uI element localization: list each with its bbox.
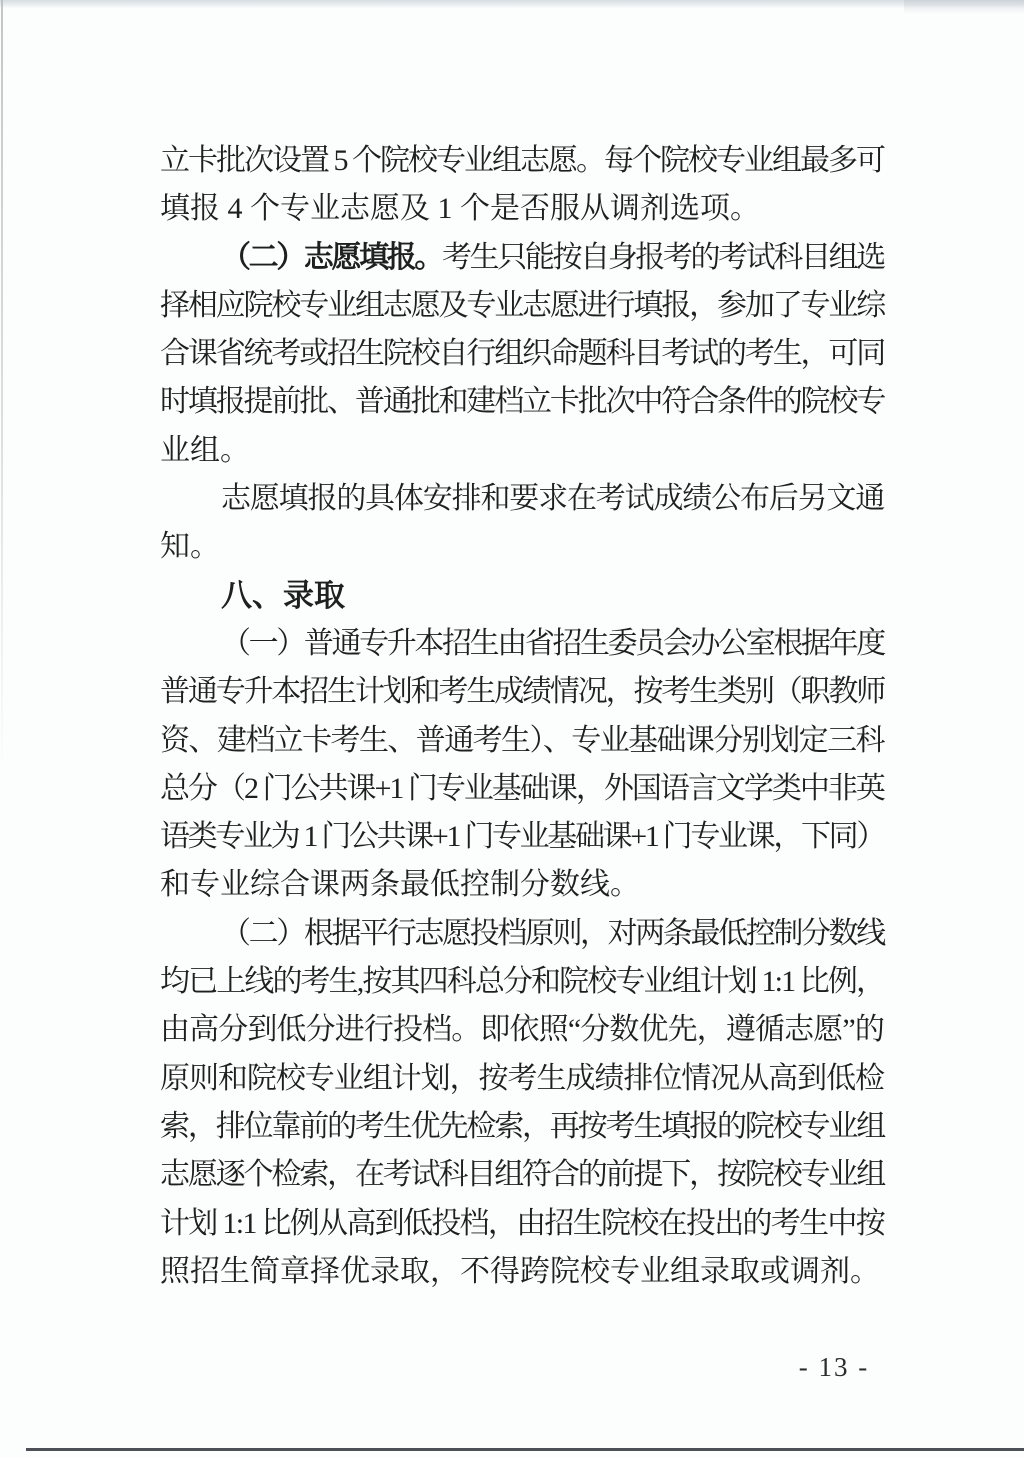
text-segment: 八、录取 bbox=[221, 577, 345, 613]
document-body bbox=[160, 137, 884, 1296]
text-segment: 由高分到低分进行投档。即依照“分数优先，遵循志愿”的 bbox=[160, 1013, 885, 1047]
text-segment: 知。 bbox=[160, 530, 220, 564]
text-segment: 计划 1:1 比例从高到低投档，由招生院校在投出的考生中按 bbox=[160, 1206, 885, 1240]
text-segment: 填报 4 个专业志愿及 1 个是否服从调剂选项。 bbox=[160, 192, 760, 226]
text-line bbox=[160, 765, 884, 813]
text-line bbox=[160, 1103, 884, 1151]
text-line bbox=[160, 910, 884, 958]
text-line bbox=[160, 1248, 884, 1296]
text-line bbox=[160, 427, 884, 475]
text-segment: （二）根据平行志愿投档原则，对两条最低控制分数线 bbox=[221, 916, 884, 950]
text-line bbox=[160, 1151, 884, 1199]
text-line bbox=[160, 1055, 884, 1103]
scan-edge-top-right bbox=[904, 0, 1024, 14]
text-line bbox=[160, 620, 884, 668]
text-segment: 语类专业为 1 门公共课+1 门专业基础课+1 门专业课，下同） bbox=[160, 820, 884, 854]
text-line bbox=[160, 185, 884, 233]
text-line bbox=[160, 813, 884, 861]
text-segment: 时填报提前批、普通批和建档立卡批次中符合条件的院校专 bbox=[160, 385, 885, 419]
page-number: - 13 - bbox=[798, 1352, 870, 1382]
text-line bbox=[160, 475, 884, 523]
text-segment: 普通专升本招生计划和考生成绩情况，按考生类别（职教师 bbox=[160, 675, 885, 709]
text-line bbox=[160, 137, 884, 185]
text-segment: 和专业综合课两条最低控制分数线。 bbox=[160, 868, 640, 902]
text-line bbox=[160, 523, 884, 571]
text-segment: 总分（2 门公共课+1 门专业基础课，外国语言文学类中非英 bbox=[160, 771, 884, 805]
text-segment: 照招生简章择优录取，不得跨院校专业组录取或调剂。 bbox=[160, 1254, 880, 1288]
text-line bbox=[160, 958, 884, 1006]
text-segment: 志愿逐个检索，在考试科目组符合的前提下，按院校专业组 bbox=[160, 1158, 885, 1192]
text-line bbox=[160, 234, 884, 282]
text-line bbox=[160, 1006, 884, 1054]
text-segment: 考生只能按自身报考的考试科目组选 bbox=[441, 240, 884, 274]
section-heading bbox=[160, 572, 884, 620]
text-segment: 立卡批次设置 5 个院校专业组志愿。每个院校专业组最多可 bbox=[160, 144, 884, 177]
scan-edge-left bbox=[1, 0, 3, 772]
text-segment: 索，排位靠前的考生优先检索，再按考生填报的院校专业组 bbox=[160, 1109, 885, 1143]
text-segment: 均已上线的考生,按其四科总分和院校专业组计划 1:1 比例， bbox=[160, 965, 885, 999]
scan-edge-bottom bbox=[26, 1448, 1024, 1451]
text-segment: 业组。 bbox=[160, 433, 250, 467]
text-segment: 合课省统考或招生院校自行组织命题科目考试的考生，可同 bbox=[160, 337, 885, 371]
text-segment: 择相应院校专业组志愿及专业志愿进行填报，参加了专业综 bbox=[160, 288, 885, 322]
text-line bbox=[160, 717, 884, 765]
text-line bbox=[160, 282, 884, 330]
text-segment: 原则和院校专业组计划，按考生成绩排位情况从高到低检 bbox=[160, 1061, 884, 1095]
text-segment: （一）普通专升本招生由省招生委员会办公室根据年度 bbox=[221, 626, 884, 660]
text-line bbox=[160, 668, 884, 716]
text-line bbox=[160, 330, 884, 378]
text-line bbox=[160, 378, 884, 426]
text-line bbox=[160, 861, 884, 909]
text-segment: 志愿填报的具体安排和要求在考试成绩公布后另文通 bbox=[221, 482, 885, 516]
text-segment: （二）志愿填报。 bbox=[221, 240, 442, 274]
scan-edge-top bbox=[0, 0, 1024, 8]
text-segment: 资、建档立卡考生、普通考生）、专业基础课分别划定三科 bbox=[160, 723, 884, 757]
text-line bbox=[160, 1200, 884, 1248]
